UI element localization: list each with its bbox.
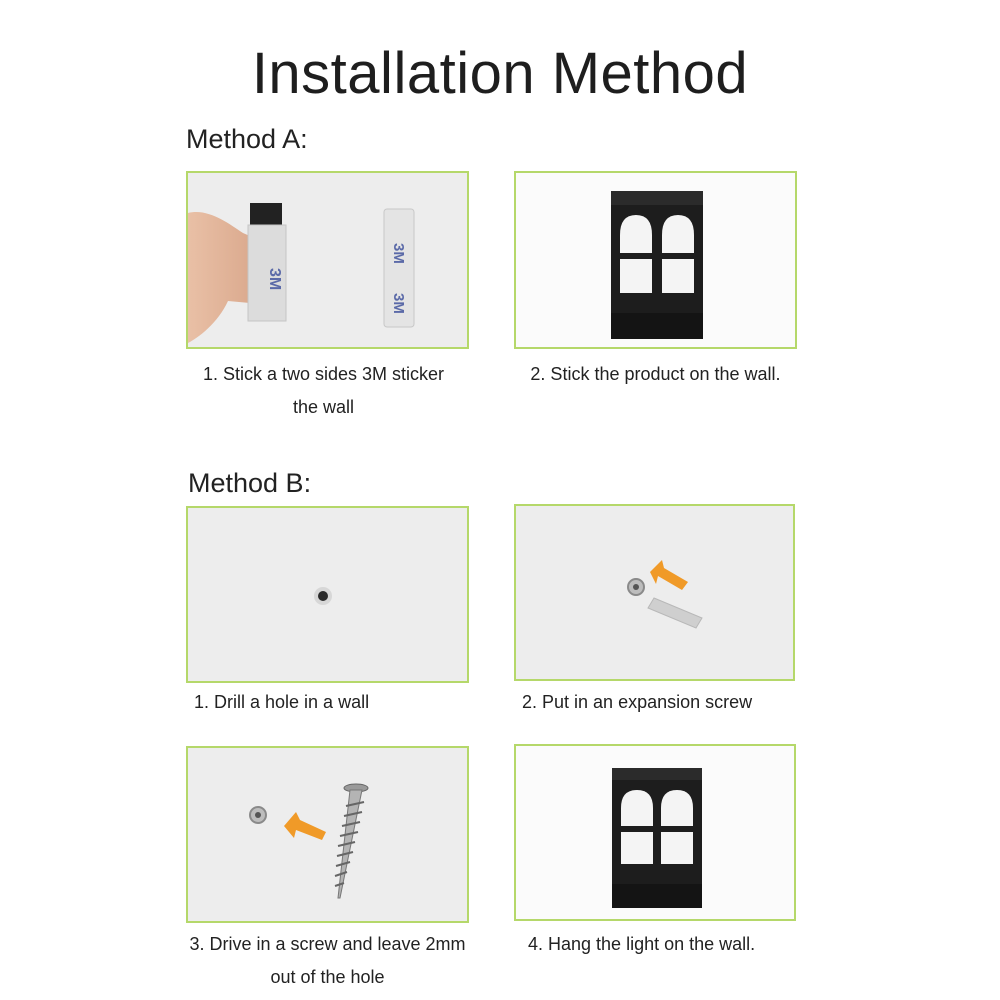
page-title: Installation Method xyxy=(251,41,749,106)
sticker-logo-right-2: 3M xyxy=(390,293,407,314)
caption-a2: 2. Stick the product on the wall. xyxy=(530,364,781,384)
caption-a1-line2: the wall xyxy=(292,397,355,417)
caption-b3-line2: out of the hole xyxy=(270,967,385,987)
caption-b1: 1. Drill a hole in a wall xyxy=(194,692,370,712)
sticker-logo-right: 3M xyxy=(390,243,407,264)
wood-screw-icon xyxy=(335,784,368,898)
caption-b4: 4. Hang the light on the wall. xyxy=(528,934,756,954)
method-b-heading: Method B: xyxy=(188,468,312,498)
caption-a1-line1: 1. Stick a two sides 3M sticker xyxy=(202,364,445,384)
method-a-heading: Method A: xyxy=(186,124,308,154)
solar-light-icon-b4 xyxy=(612,768,702,908)
panel-b1-drill-photo xyxy=(186,506,469,683)
caption-b2: 2. Put in an expansion screw xyxy=(522,692,753,712)
panel-a1-sticker-photo xyxy=(186,171,469,349)
panel-b3-screw-photo xyxy=(186,746,469,923)
arrow-icon xyxy=(650,560,688,590)
caption-b3-line1: 3. Drive in a screw and leave 2mm xyxy=(189,934,466,954)
solar-light-icon xyxy=(611,191,703,339)
caption-b3 xyxy=(186,928,469,994)
panel-b2-anchor-photo xyxy=(514,504,795,681)
drilled-hole-icon xyxy=(318,591,328,601)
panel-b4-hang-photo xyxy=(514,744,796,921)
sticker-logo-left: 3M xyxy=(266,268,283,291)
expansion-screw-icon xyxy=(648,598,702,628)
panel-a2-light-photo xyxy=(514,171,797,349)
arrow-icon-b3 xyxy=(284,812,326,840)
caption-a1 xyxy=(186,358,461,424)
